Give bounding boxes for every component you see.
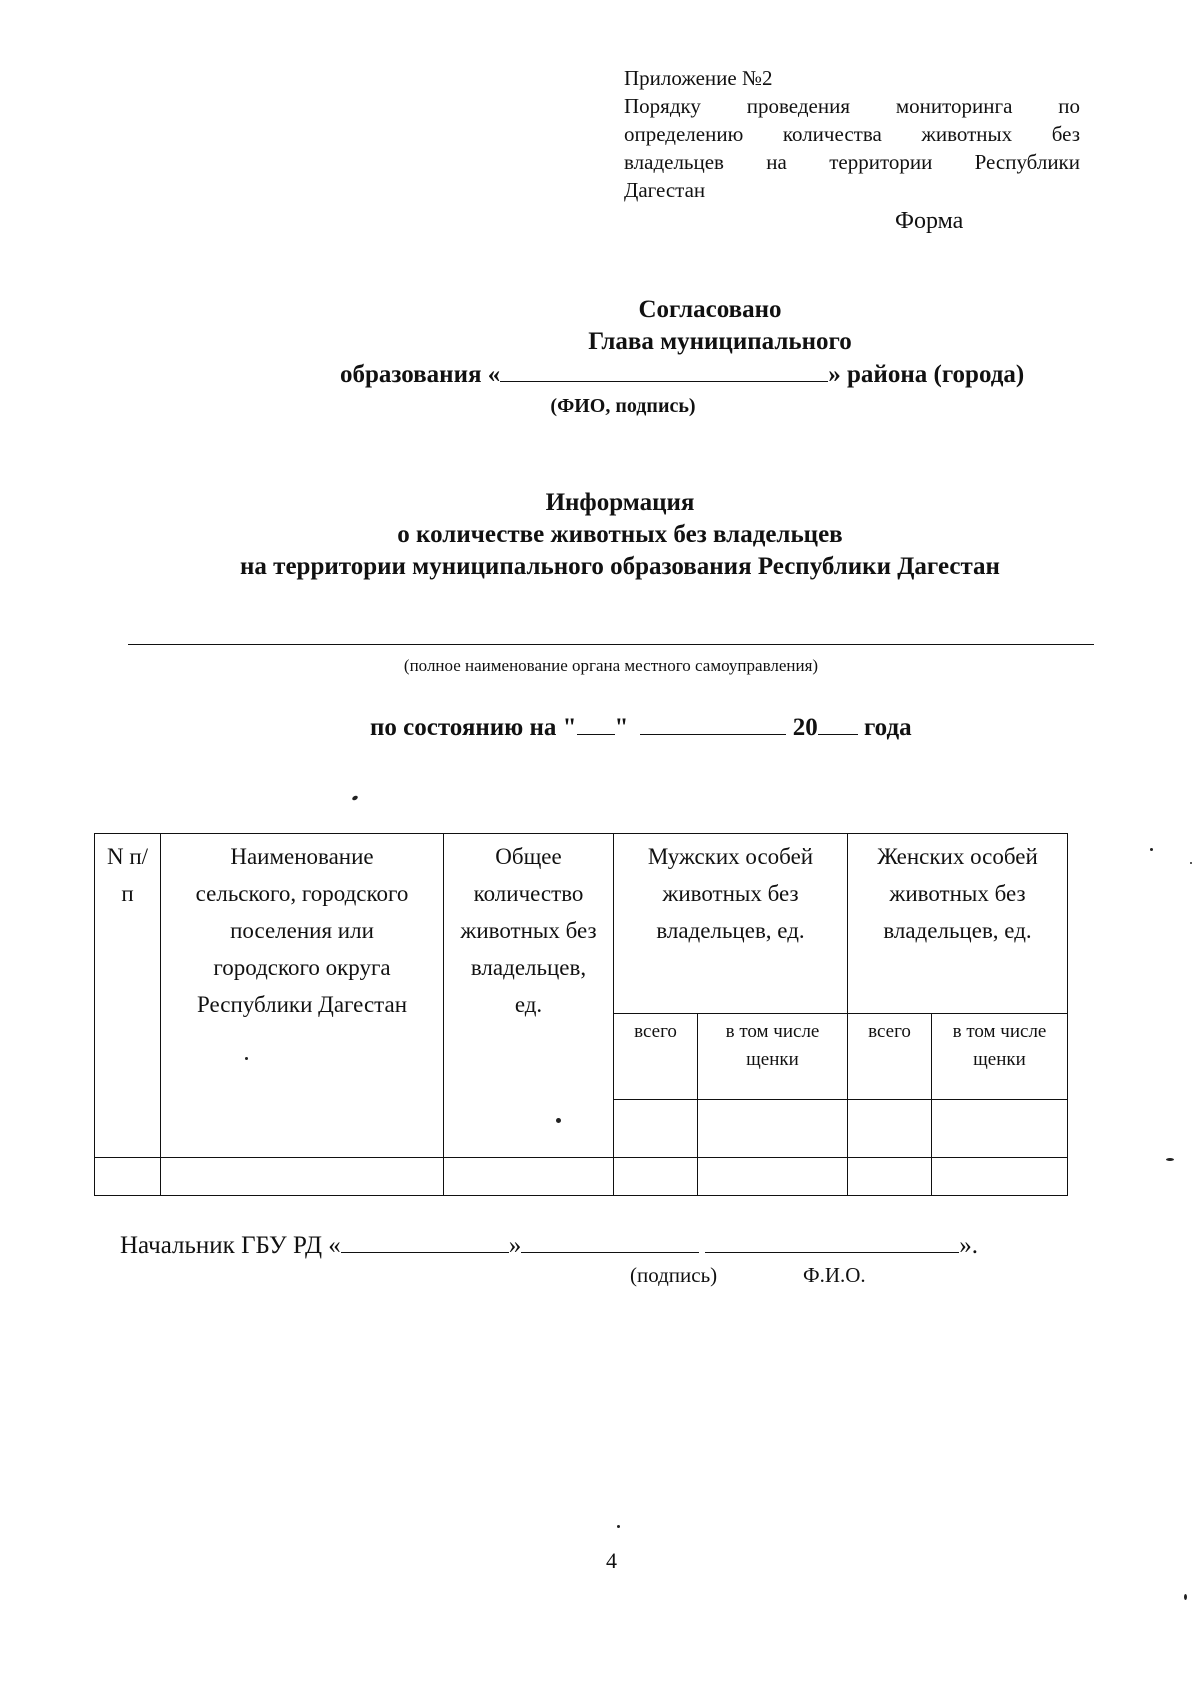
chief-mid: » — [508, 1232, 522, 1259]
day-blank[interactable] — [577, 714, 615, 735]
page-number: 4 — [606, 1548, 617, 1573]
table-cell[interactable] — [614, 1158, 698, 1196]
header-settlement: Наименование сельского, городского поселения или городского округа Республики Дагестан — [161, 834, 444, 1158]
state-date-quote: " — [614, 714, 629, 741]
info-subtitle: о количестве животных без владельцев — [397, 521, 843, 548]
table-cell[interactable] — [848, 1100, 932, 1158]
scan-speck — [1166, 1158, 1174, 1161]
table-cell[interactable] — [698, 1100, 848, 1158]
table-cell[interactable] — [444, 1158, 614, 1196]
subheader-male-puppies: в том числе щенки — [698, 1014, 848, 1100]
organ-name-line[interactable] — [128, 644, 1094, 645]
table-cell[interactable] — [932, 1100, 1068, 1158]
municipality-line — [340, 359, 1024, 389]
chief-prefix: Начальник ГБУ РД « — [120, 1232, 341, 1259]
chief-end: ». — [959, 1232, 979, 1259]
appendix-number: Приложение №2 — [624, 66, 773, 90]
year-prefix: 20 — [792, 714, 818, 741]
table-cell[interactable] — [161, 1158, 444, 1196]
appendix-line: Дагестан — [624, 178, 706, 202]
form-label: Форма — [895, 208, 964, 234]
table-cell[interactable] — [932, 1158, 1068, 1196]
scan-speck — [1184, 1594, 1187, 1600]
fio-caption: Ф.И.О. — [803, 1263, 866, 1287]
appendix-line: Порядку проведения мониторинга по — [624, 94, 1080, 118]
appendix-line: определению количества животных без — [624, 122, 1080, 146]
fio-signature-caption: (ФИО, подпись) — [550, 395, 696, 417]
year-suffix: года — [863, 714, 912, 741]
head-title: Глава муниципального — [588, 328, 852, 355]
scan-speck — [351, 795, 358, 801]
scan-speck — [556, 1118, 561, 1123]
scan-speck — [1190, 862, 1192, 864]
municipality-prefix: образования « — [340, 361, 501, 388]
chief-signature-line — [120, 1232, 978, 1260]
info-title: Информация — [545, 489, 695, 516]
organization-blank[interactable] — [341, 1232, 509, 1253]
info-title-block — [150, 487, 1090, 583]
appendix-line: владельцев на территории Республики — [624, 150, 1080, 174]
header-number: N п/п — [95, 834, 161, 1158]
subheader-female-puppies: в том числе щенки — [932, 1014, 1068, 1100]
year-blank[interactable] — [818, 714, 858, 735]
agreed-heading: Согласовано — [638, 296, 782, 323]
scan-speck — [617, 1525, 620, 1528]
month-blank[interactable] — [640, 714, 786, 735]
state-date-prefix: по состоянию на " — [370, 714, 577, 741]
header-male: Мужских особей животных без владельцев, ед. — [614, 834, 848, 1014]
header-total: Общее количество животных без владельцев, ед. — [444, 834, 614, 1158]
subheader-male-total: всего — [614, 1014, 698, 1100]
table-cell[interactable] — [848, 1158, 932, 1196]
scan-speck — [1150, 848, 1153, 851]
signature-blank[interactable] — [521, 1232, 699, 1253]
info-subtitle: на территории муниципального образования Республики Дагестан — [240, 553, 1000, 580]
organ-caption: (полное наименование органа местного самоуправления) — [403, 656, 819, 675]
subheader-female-total: всего — [848, 1014, 932, 1100]
signature-caption: (подпись) — [630, 1263, 718, 1287]
fio-blank[interactable] — [705, 1232, 959, 1253]
table-cell[interactable] — [698, 1158, 848, 1196]
appendix-block — [624, 64, 1080, 204]
table-cell[interactable] — [614, 1100, 698, 1158]
municipality-suffix: » района (города) — [828, 361, 1025, 388]
header-female: Женских особей животных без владельцев, ед. — [848, 834, 1068, 1014]
scan-speck — [245, 1057, 248, 1060]
table-cell[interactable] — [95, 1158, 161, 1196]
state-date-line — [370, 714, 912, 742]
table-row — [95, 1158, 1068, 1196]
animals-table — [94, 833, 1068, 1196]
municipality-blank[interactable] — [500, 359, 828, 382]
